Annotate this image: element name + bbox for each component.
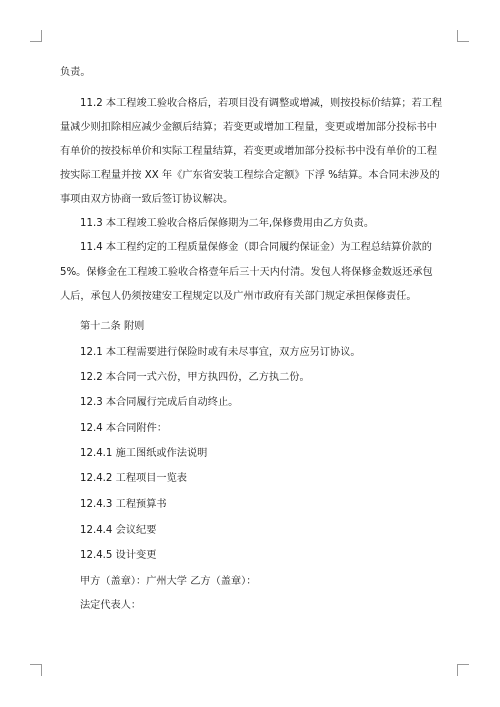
clause-11-2-line: 有单价的按投标单价和实际工程量结算，若变更或增加部分投标书中没有单价的工程 <box>60 146 437 157</box>
clause-11-4-line: 11.4 本工程约定的工程质量保修金（即合同履约保证金）为工程总结算价款的 <box>80 242 432 253</box>
clause-11-4-line: 人后，承包人仍须按建安工程规定以及广州市政府有关部门规定承担保修责任。 <box>60 291 417 302</box>
clause-11-4-line: 5%。保修金在工程竣工验收合格壹年后三十天内付清。发包人将保修金数返还承包 <box>60 267 433 278</box>
attachment-item: 12.4.5 设计变更 <box>80 550 157 561</box>
clause-12-2: 12.2 本合同一式六份，甲方执四份，乙方执二份。 <box>80 372 310 383</box>
attachment-item: 12.4.2 工程项目一览表 <box>80 473 187 484</box>
paragraph-line: 负责。 <box>60 67 91 78</box>
article-12-heading: 第十二条 附则 <box>80 321 145 332</box>
clause-12-1: 12.1 本工程需要进行保险时或有未尽事宜，双方应另订协议。 <box>80 347 361 358</box>
clause-12-4: 12.4 本合同附件： <box>80 423 168 434</box>
crop-mark-top-left <box>30 30 42 42</box>
clause-11-2-line: 事项由双方协商一致后签订协议解决。 <box>60 194 234 205</box>
attachment-item: 12.4.3 工程预算书 <box>80 499 167 510</box>
legal-representative-line: 法定代表人： <box>80 600 142 611</box>
clause-11-2-line: 11.2 本工程竣工验收合格后，若项目没有调整或增减，则按投标价结算；若工程 <box>80 98 443 109</box>
clause-11-2-line: 量减少则扣除相应减少金额后结算；若变更或增加工程量，变更或增加部分投标书中 <box>60 122 437 133</box>
crop-mark-bottom-left <box>30 664 42 676</box>
clause-12-3: 12.3 本合同履行完成后自动终止。 <box>80 397 239 408</box>
crop-mark-bottom-right <box>457 664 469 676</box>
party-signature-line: 甲方（盖章）：广州大学 乙方（盖章）： <box>80 576 257 587</box>
attachment-item: 12.4.1 施工图纸或作法说明 <box>80 448 208 459</box>
clause-11-2-line: 按实际工程量并按 XX 年《广东省安装工程综合定额》下浮 %结算。本合同未涉及的 <box>60 170 440 181</box>
crop-mark-top-right <box>457 30 469 42</box>
attachment-item: 12.4.4 会议纪要 <box>80 525 157 536</box>
clause-11-3: 11.3 本工程竣工验收合格后保修期为二年,保修费用由乙方负责。 <box>80 218 375 229</box>
